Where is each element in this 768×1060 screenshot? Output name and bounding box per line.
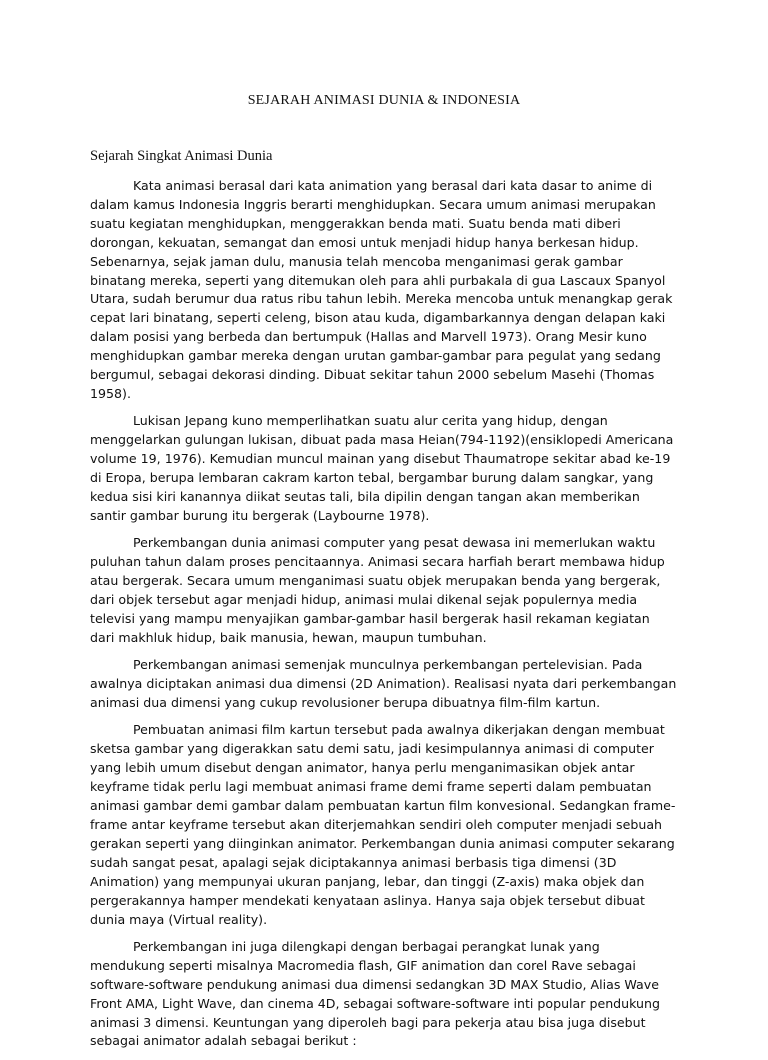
paragraph-1: Kata animasi berasal dari kata animation yang berasal dari kata dasar to anime di dalam kamus Indonesia Inggris berarti menghidupkan. Secara umum animasi merupakan suatu kegiatan menghidupkan, menggerakkan benda mati. Suatu benda mati diberi dorongan, kekuatan, semangat dan emosi untuk menjadi hidup hanya berkesan hidup. Sebenarnya, sejak jaman dulu, manusia telah mencoba menganimasi gerak gambar binatang mereka, seperti yang ditemukan oleh para ahli purbakala di gua Lascaux Spanyol Utara, sudah berumur dua ratus ribu tahun lebih. Mereka mencoba untuk menangkap gerak cepat lari binatang, seperti celeng, bison atau kuda, digambarkannya dengan delapan kaki dalam posisi yang berbeda dan bertumpuk (Hallas and Marvell 1973). Orang Mesir kuno menghidupkan gambar mereka dengan urutan gambar-gambar para pegulat yang sedang bergumul, sebagai dekorasi dinding. Dibuat sekitar tahun 2000 sebelum Masehi (Thomas 1958). bbox=[90, 178, 673, 401]
paragraph-6: Perkembangan ini juga dilengkapi dengan berbagai perangkat lunak yang mendukung seperti misalnya Macromedia flash, GIF animation dan corel Rave sebagai software-software pendukung animasi dua dimensi sedangkan 3D MAX Studio, Alias Wave Front AMA, Light Wave, dan cinema 4D, sebagai software-software inti popular pendukung animasi 3 dimensi. Keuntungan yang diperoleh bagi para pekerja atau bisa juga disebut sebagai animator adalah sebagai berikut : bbox=[90, 938, 661, 1049]
paragraph-5: Pembuatan animasi film kartun tersebut pada awalnya dikerjakan dengan membuat sketsa gambar yang digerakkan satu demi satu, jadi kesimpulannya animasi di computer yang lebih umum disebut dengan animator, hanya perlu menganimasikan objek antar keyframe tidak perlu lagi membuat animasi frame demi frame seperti dalam pembuatan animasi gambar demi gambar dalam pembuatan kartun film konvesional. Sedangkan frame-frame antar keyframe tersebut akan diterjemahkan sendiri oleh computer menjadi sebuah gerakan seperti yang diinginkan animator. Perkembangan dunia animasi computer sekarang sudah sangat pesat, apalagi sejak diciptakannya animasi berbasis tiga dimensi (3D Animation) yang mempunyai ukuran panjang, lebar, dan tinggi (Z-axis) maka objek dan pergerakannya hamper mendekati kenyataan aslinya. Hanya saja objek tersebut dibuat dunia maya (Virtual reality). bbox=[90, 722, 676, 927]
paragraph-3: Perkembangan dunia animasi computer yang pesat dewasa ini memerlukan waktu puluhan tahun dalam proses pencitaannya. Animasi secara harfiah berart membawa hidup atau bergerak. Secara umum menganimasi suatu objek merupakan benda yang bergerak, dari objek tersebut agar menjadi hidup, animasi mulai dikenal sejak populernya media televisi yang mampu menyajikan gambar-gambar hasil bergerak hasil rekaman kegiatan dari makhluk hidup, baik manusia, hewan, maupun tumbuhan. bbox=[90, 535, 665, 645]
section-heading: Sejarah Singkat Animasi Dunia bbox=[90, 148, 273, 164]
document-body bbox=[90, 177, 678, 1060]
paragraph-4: Perkembangan animasi semenjak munculnya perkembangan pertelevisian. Pada awalnya diciptakan animasi dua dimensi (2D Animation). Realisasi nyata dari perkembangan animasi dua dimensi yang cukup revolusioner berupa dibuatnya film-film kartun. bbox=[90, 657, 677, 711]
paragraph-2: Lukisan Jepang kuno memperlihatkan suatu alur cerita yang hidup, dengan menggelarkan gulungan lukisan, dibuat pada masa Heian(794-1192)(ensiklopedi Americana volume 19, 1976). Kemudian muncul mainan yang disebut Thaumatrope sekitar abad ke-19 di Eropa, berupa lembaran cakram karton tebal, bergambar burung dalam sangkar, yang kedua sisi kiri kanannya diikat seutas tali, bila dipilin dengan tangan akan memberikan santir gambar burung itu bergerak (Laybourne 1978). bbox=[90, 413, 674, 523]
document-title: SEJARAH ANIMASI DUNIA & INDONESIA bbox=[247, 93, 521, 108]
